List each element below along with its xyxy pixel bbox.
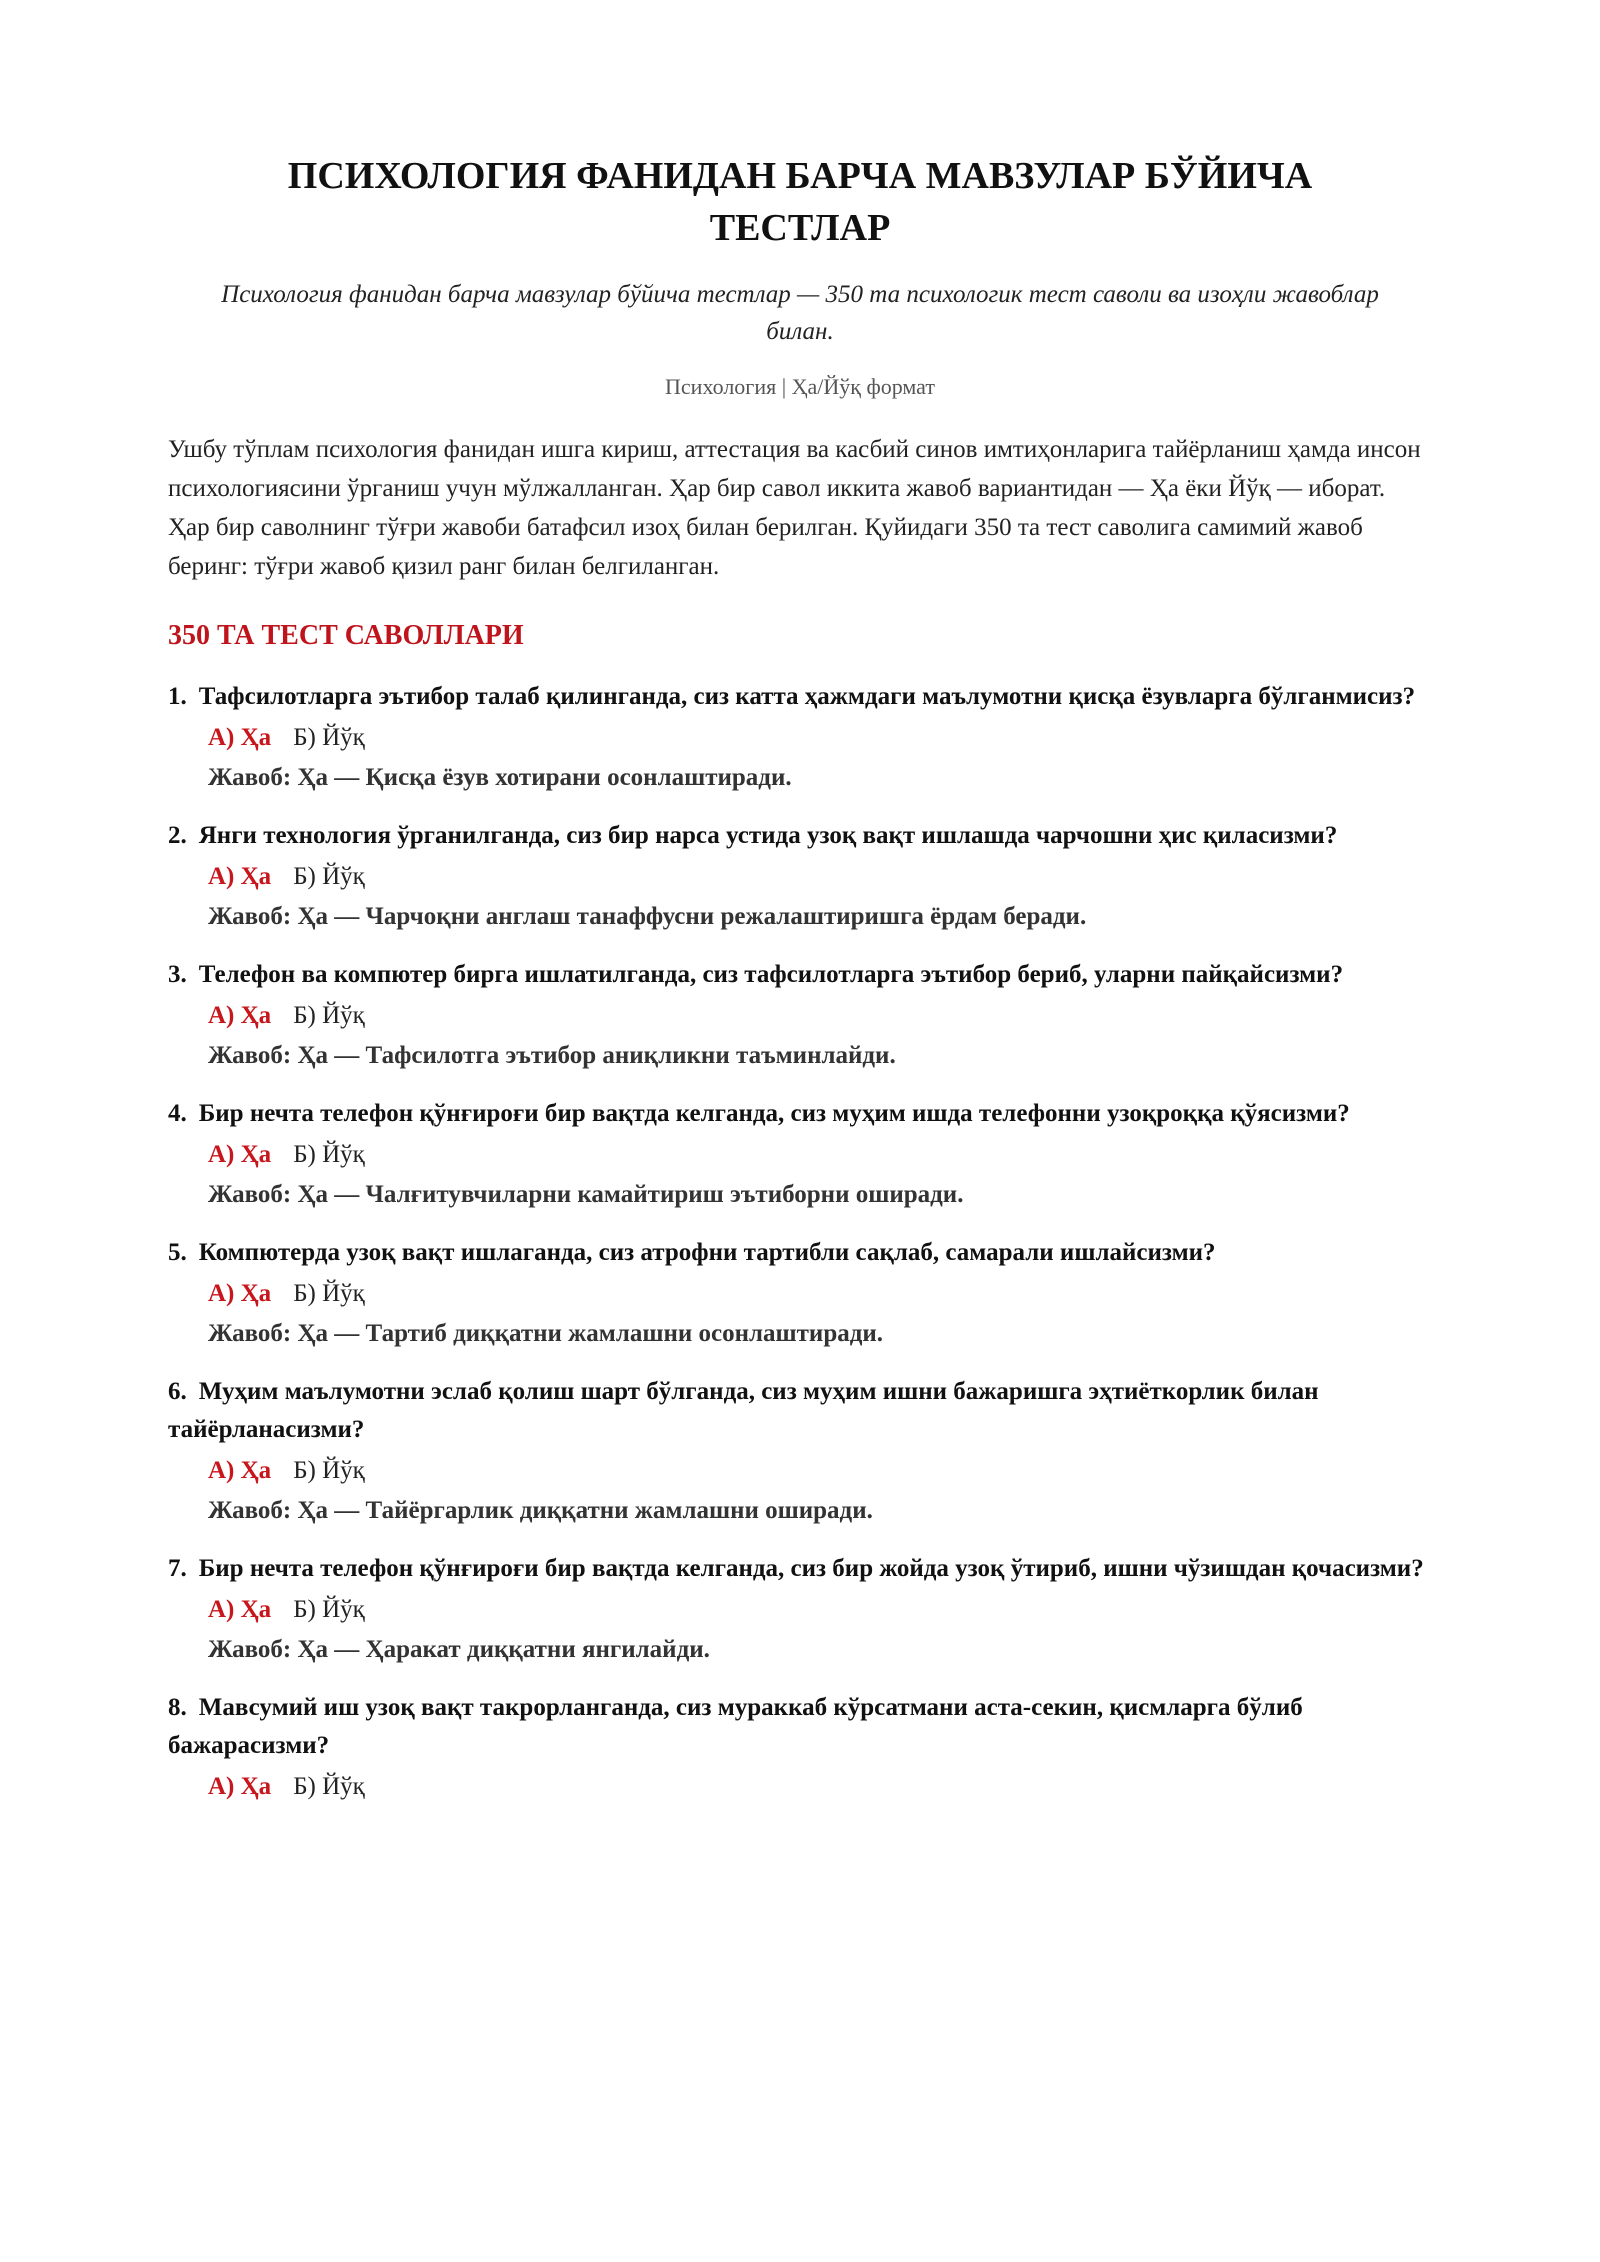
option-b[interactable]: Б) Йўқ: [293, 1280, 365, 1307]
intro-paragraph: Ушбу тўплам психология фанидан ишга кириш, аттестация ва касбий синов имтиҳонларига тайёрланиш ҳамда инсон психологиясини ўрганиш учун мўлжалланган. Ҳар бир савол иккита жавоб вариантидан — Ҳа ёки Йўқ — иборат. Ҳар бир саволнинг тўғри жавоби батафсил изоҳ билан берилган. Қуйидаги 350 та тест саволига самимий жавоб беринг: тўғри жавоб қизил ранг билан белгиланган.: [168, 436, 1421, 580]
question-number: 3.: [168, 961, 187, 988]
answer-options: [168, 1274, 1432, 1314]
question-item: [168, 1373, 1432, 1531]
question-text: [168, 678, 1432, 716]
answer-options: [168, 1451, 1432, 1491]
question-body: Бир нечта телефон қўнғироғи бир вақтда келганда, сиз бир жойда узоқ ўтириб, ишни чўзишдан қочасизми?: [198, 1555, 1424, 1582]
answer-options: [168, 718, 1432, 758]
question-number: 2.: [168, 822, 187, 849]
question-body: Компютерда узоқ вақт ишлаганда, сиз атрофни тартибли сақлаб, самарали ишлайсизми?: [198, 1239, 1216, 1266]
option-a[interactable]: А) Ҳа: [208, 1596, 272, 1623]
answer-options: [168, 1135, 1432, 1175]
option-b[interactable]: Б) Йўқ: [293, 1457, 365, 1484]
option-a[interactable]: А) Ҳа: [208, 724, 272, 751]
question-number: 1.: [168, 683, 187, 710]
question-text: [168, 817, 1432, 855]
question-number: 4.: [168, 1100, 187, 1127]
option-b[interactable]: Б) Йўқ: [293, 1002, 365, 1029]
question-text: [168, 1234, 1432, 1272]
question-number: 6.: [168, 1378, 187, 1405]
question-number: 8.: [168, 1694, 187, 1721]
document-meta: Психология | Ҳа/Йўқ формат: [665, 374, 935, 399]
question-text: [168, 1550, 1432, 1588]
question-item: [168, 1550, 1432, 1670]
page-subtitle: Психология фанидан барча мавзулар бўйича тестлар — 350 та психологик тест саволи ва изоҳли жавоблар билан.: [221, 281, 1379, 345]
option-a[interactable]: А) Ҳа: [208, 1141, 272, 1168]
option-b[interactable]: Б) Йўқ: [293, 1596, 365, 1623]
question-item: [168, 817, 1432, 937]
question-body: Тафсилотларга эътибор талаб қилинганда, сиз катта ҳажмдаги маълумотни қисқа ёзувларга бўлганмисиз?: [198, 683, 1416, 710]
question-number: 5.: [168, 1239, 187, 1266]
option-b[interactable]: Б) Йўқ: [293, 1773, 365, 1800]
option-a[interactable]: А) Ҳа: [208, 863, 272, 890]
answer-explanation: Жавоб: Ҳа — Тартиб диққатни жамлашни осонлаштиради.: [208, 1320, 884, 1347]
question-item: [168, 956, 1432, 1076]
question-body: Муҳим маълумотни эслаб қолиш шарт бўлганда, сиз муҳим ишни бажаришга эҳтиёткорлик билан тайёрланасизми?: [168, 1378, 1319, 1443]
question-body: Мавсумий иш узоқ вақт такрорланганда, сиз мураккаб кўрсатмани аста-секин, қисмларга бўлиб бажарасизми?: [168, 1694, 1303, 1759]
option-a[interactable]: А) Ҳа: [208, 1457, 272, 1484]
answer-explanation: Жавоб: Ҳа — Ҳаракат диққатни янгилайди.: [208, 1636, 710, 1663]
question-text: [168, 956, 1432, 994]
answer-explanation: Жавоб: Ҳа — Тайёргарлик диққатни жамлашни оширади.: [208, 1497, 873, 1524]
page-title: ПСИХОЛОГИЯ ФАНИДАН БАРЧА МАВЗУЛАР БЎЙИЧА ТЕСТЛАР: [287, 155, 1313, 249]
question-item: [168, 1689, 1432, 1807]
answer-explanation: Жавоб: Ҳа — Қисқа ёзув хотирани осонлаштиради.: [208, 764, 792, 791]
question-item: [168, 1095, 1432, 1215]
question-item: [168, 1234, 1432, 1354]
question-text: [168, 1373, 1432, 1449]
answer-options: [168, 857, 1432, 897]
option-b[interactable]: Б) Йўқ: [293, 1141, 365, 1168]
answer-explanation: Жавоб: Ҳа — Чалғитувчиларни камайтириш эътиборни оширади.: [208, 1181, 964, 1208]
question-body: Янги технология ўрганилганда, сиз бир нарса устида узоқ вақт ишлашда чарчошни ҳис қиласизми?: [198, 822, 1338, 849]
answer-explanation: Жавоб: Ҳа — Тафсилотга эътибор аниқликни таъминлайди.: [208, 1042, 896, 1069]
option-a[interactable]: А) Ҳа: [208, 1002, 272, 1029]
question-list: [168, 678, 1432, 1807]
answer-options: [168, 1767, 1432, 1807]
answer-options: [168, 996, 1432, 1036]
answer-explanation: Жавоб: Ҳа — Чарчоқни англаш танаффусни режалаштиришга ёрдам беради.: [208, 903, 1087, 930]
option-b[interactable]: Б) Йўқ: [293, 724, 365, 751]
answer-options: [168, 1590, 1432, 1630]
option-b[interactable]: Б) Йўқ: [293, 863, 365, 890]
question-body: Телефон ва компютер бирга ишлатилганда, сиз тафсилотларга эътибор бериб, уларни пайқайсизми?: [198, 961, 1344, 988]
question-body: Бир нечта телефон қўнғироғи бир вақтда келганда, сиз муҳим ишда телефонни узоқроққа қўясизми?: [198, 1100, 1350, 1127]
option-a[interactable]: А) Ҳа: [208, 1773, 272, 1800]
section-heading: 350 ТА ТЕСТ САВОЛЛАРИ: [168, 620, 524, 651]
option-a[interactable]: А) Ҳа: [208, 1280, 272, 1307]
question-item: [168, 678, 1432, 798]
question-text: [168, 1689, 1432, 1765]
question-number: 7.: [168, 1555, 187, 1582]
question-text: [168, 1095, 1432, 1133]
